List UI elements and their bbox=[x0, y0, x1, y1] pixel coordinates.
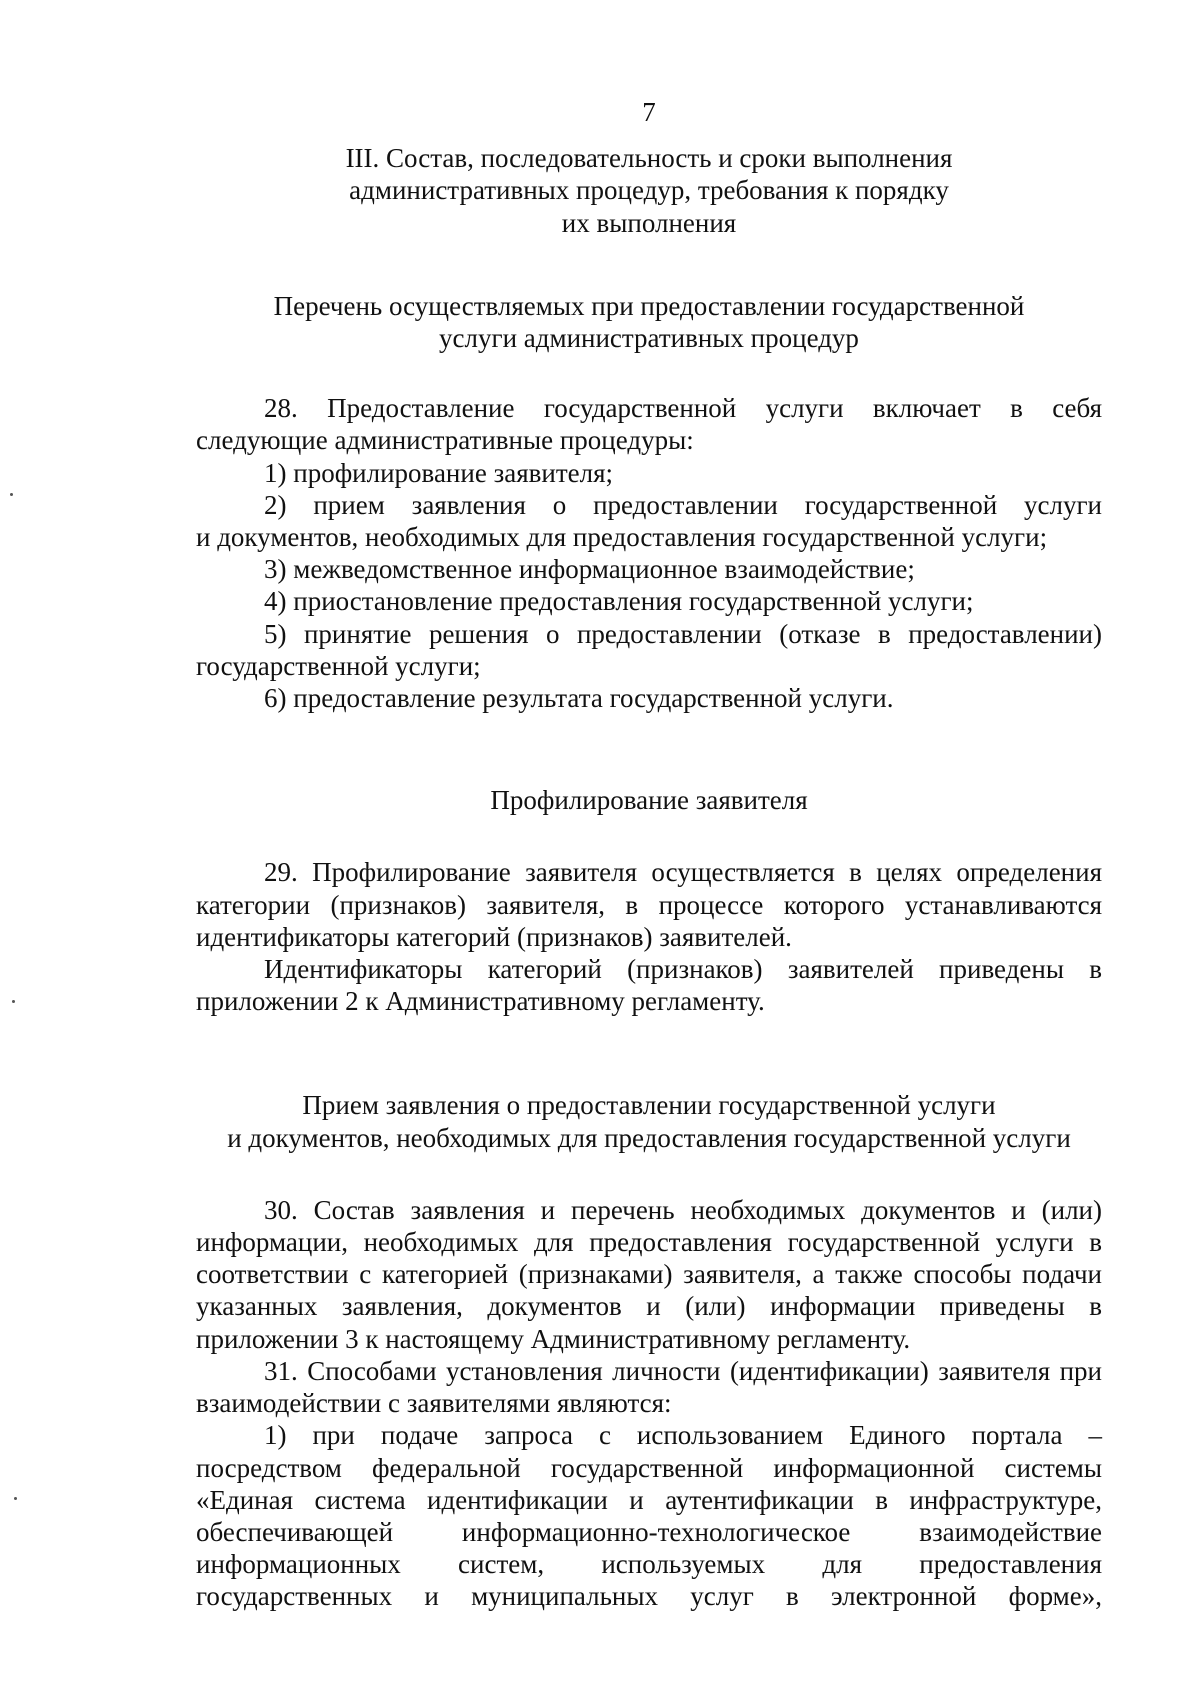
paragraph-line: соответствии с категорией (признаками) заявителя, а также способы подачи bbox=[196, 1259, 1102, 1290]
paragraph-line: посредством федеральной государственной информационной системы bbox=[196, 1452, 1102, 1483]
paragraph-line: информации, необходимых для предоставления государственной услуги в bbox=[196, 1227, 1102, 1258]
paragraph-line: Идентификаторы категорий (признаков) заявителей приведены в bbox=[264, 954, 1102, 985]
paragraph-31-item-1 bbox=[196, 1419, 1102, 1612]
scan-speck bbox=[10, 493, 13, 496]
subheading-line: услуги административных процедур bbox=[439, 323, 859, 354]
list-item: 2) прием заявления о предоставлении государственной услуги bbox=[264, 489, 1102, 520]
subheading-line: Перечень осуществляемых при предоставлении государственной bbox=[273, 290, 1025, 321]
page-number: 7 bbox=[642, 97, 656, 127]
subheading-procedures-list bbox=[196, 290, 1102, 354]
paragraph-line: следующие административные процедуры: bbox=[196, 425, 694, 456]
paragraph-29 bbox=[196, 856, 1102, 1017]
subheading-line: Прием заявления о предоставлении государственной услуги bbox=[302, 1090, 996, 1121]
list-item: 6) предоставление результата государственной услуги. bbox=[264, 683, 894, 714]
paragraph-30 bbox=[196, 1194, 1102, 1355]
paragraph-line: 29. Профилирование заявителя осуществляется в целях определения bbox=[264, 857, 1102, 888]
section-title bbox=[196, 142, 1102, 239]
list-item-continuation: государственной услуги; bbox=[196, 650, 481, 681]
paragraph-line: государственных и муниципальных услуг в электронной форме», bbox=[196, 1581, 1102, 1612]
paragraph-line: 31. Способами установления личности (идентификации) заявителя при bbox=[264, 1355, 1102, 1386]
paragraph-line: информационных систем, используемых для предоставления bbox=[196, 1549, 1102, 1580]
section-title-line: III. Состав, последовательность и сроки выполнения bbox=[345, 143, 953, 174]
section-title-line: их выполнения bbox=[561, 207, 737, 238]
paragraph-line: указанных заявления, документов и (или) информации приведены в bbox=[196, 1291, 1102, 1322]
paragraph-line: обеспечивающей информационно-технологическое взаимодействие bbox=[196, 1516, 1102, 1547]
document-body bbox=[196, 96, 1102, 1613]
list-item-continuation: и документов, необходимых для предоставления государственной услуги; bbox=[196, 522, 1048, 553]
list-item: 4) приостановление предоставления государственной услуги; bbox=[264, 586, 974, 617]
paragraph-line: «Единая система идентификации и аутентификации в инфраструктуре, bbox=[196, 1484, 1102, 1515]
paragraph-28 bbox=[196, 392, 1102, 456]
list-item: 5) принятие решения о предоставлении (отказе в предоставлении) bbox=[264, 618, 1102, 649]
subheading-application-intake bbox=[196, 1089, 1102, 1153]
paragraph-line: взаимодействии с заявителями являются: bbox=[196, 1388, 672, 1419]
paragraph-line: 1) при подаче запроса с использованием Единого портала – bbox=[264, 1420, 1102, 1451]
paragraph-line: категории (признаков) заявителя, в процессе которого устанавливаются bbox=[196, 889, 1102, 920]
paragraph-line: 28. Предоставление государственной услуги включает в себя bbox=[264, 393, 1102, 424]
subheading-profiling bbox=[196, 784, 1102, 816]
list-item: 1) профилирование заявителя; bbox=[264, 457, 614, 488]
scan-speck bbox=[12, 1000, 15, 1003]
section-title-line: административных процедур, требования к порядку bbox=[349, 175, 949, 206]
list-item: 3) межведомственное информационное взаимодействие; bbox=[264, 554, 915, 585]
subheading-line: и документов, необходимых для предоставления государственной услуги bbox=[227, 1122, 1071, 1153]
paragraph-31 bbox=[196, 1355, 1102, 1419]
scan-speck bbox=[14, 1497, 17, 1500]
subheading-line: Профилирование заявителя bbox=[490, 785, 808, 816]
procedures-list bbox=[196, 457, 1102, 715]
paragraph-line: приложении 3 к настоящему Административному регламенту. bbox=[196, 1323, 911, 1354]
paragraph-line: идентификаторы категорий (признаков) заявителей. bbox=[196, 921, 792, 952]
paragraph-line: 30. Состав заявления и перечень необходимых документов и (или) bbox=[264, 1194, 1102, 1225]
paragraph-line: приложении 2 к Административному регламенту. bbox=[196, 986, 765, 1017]
